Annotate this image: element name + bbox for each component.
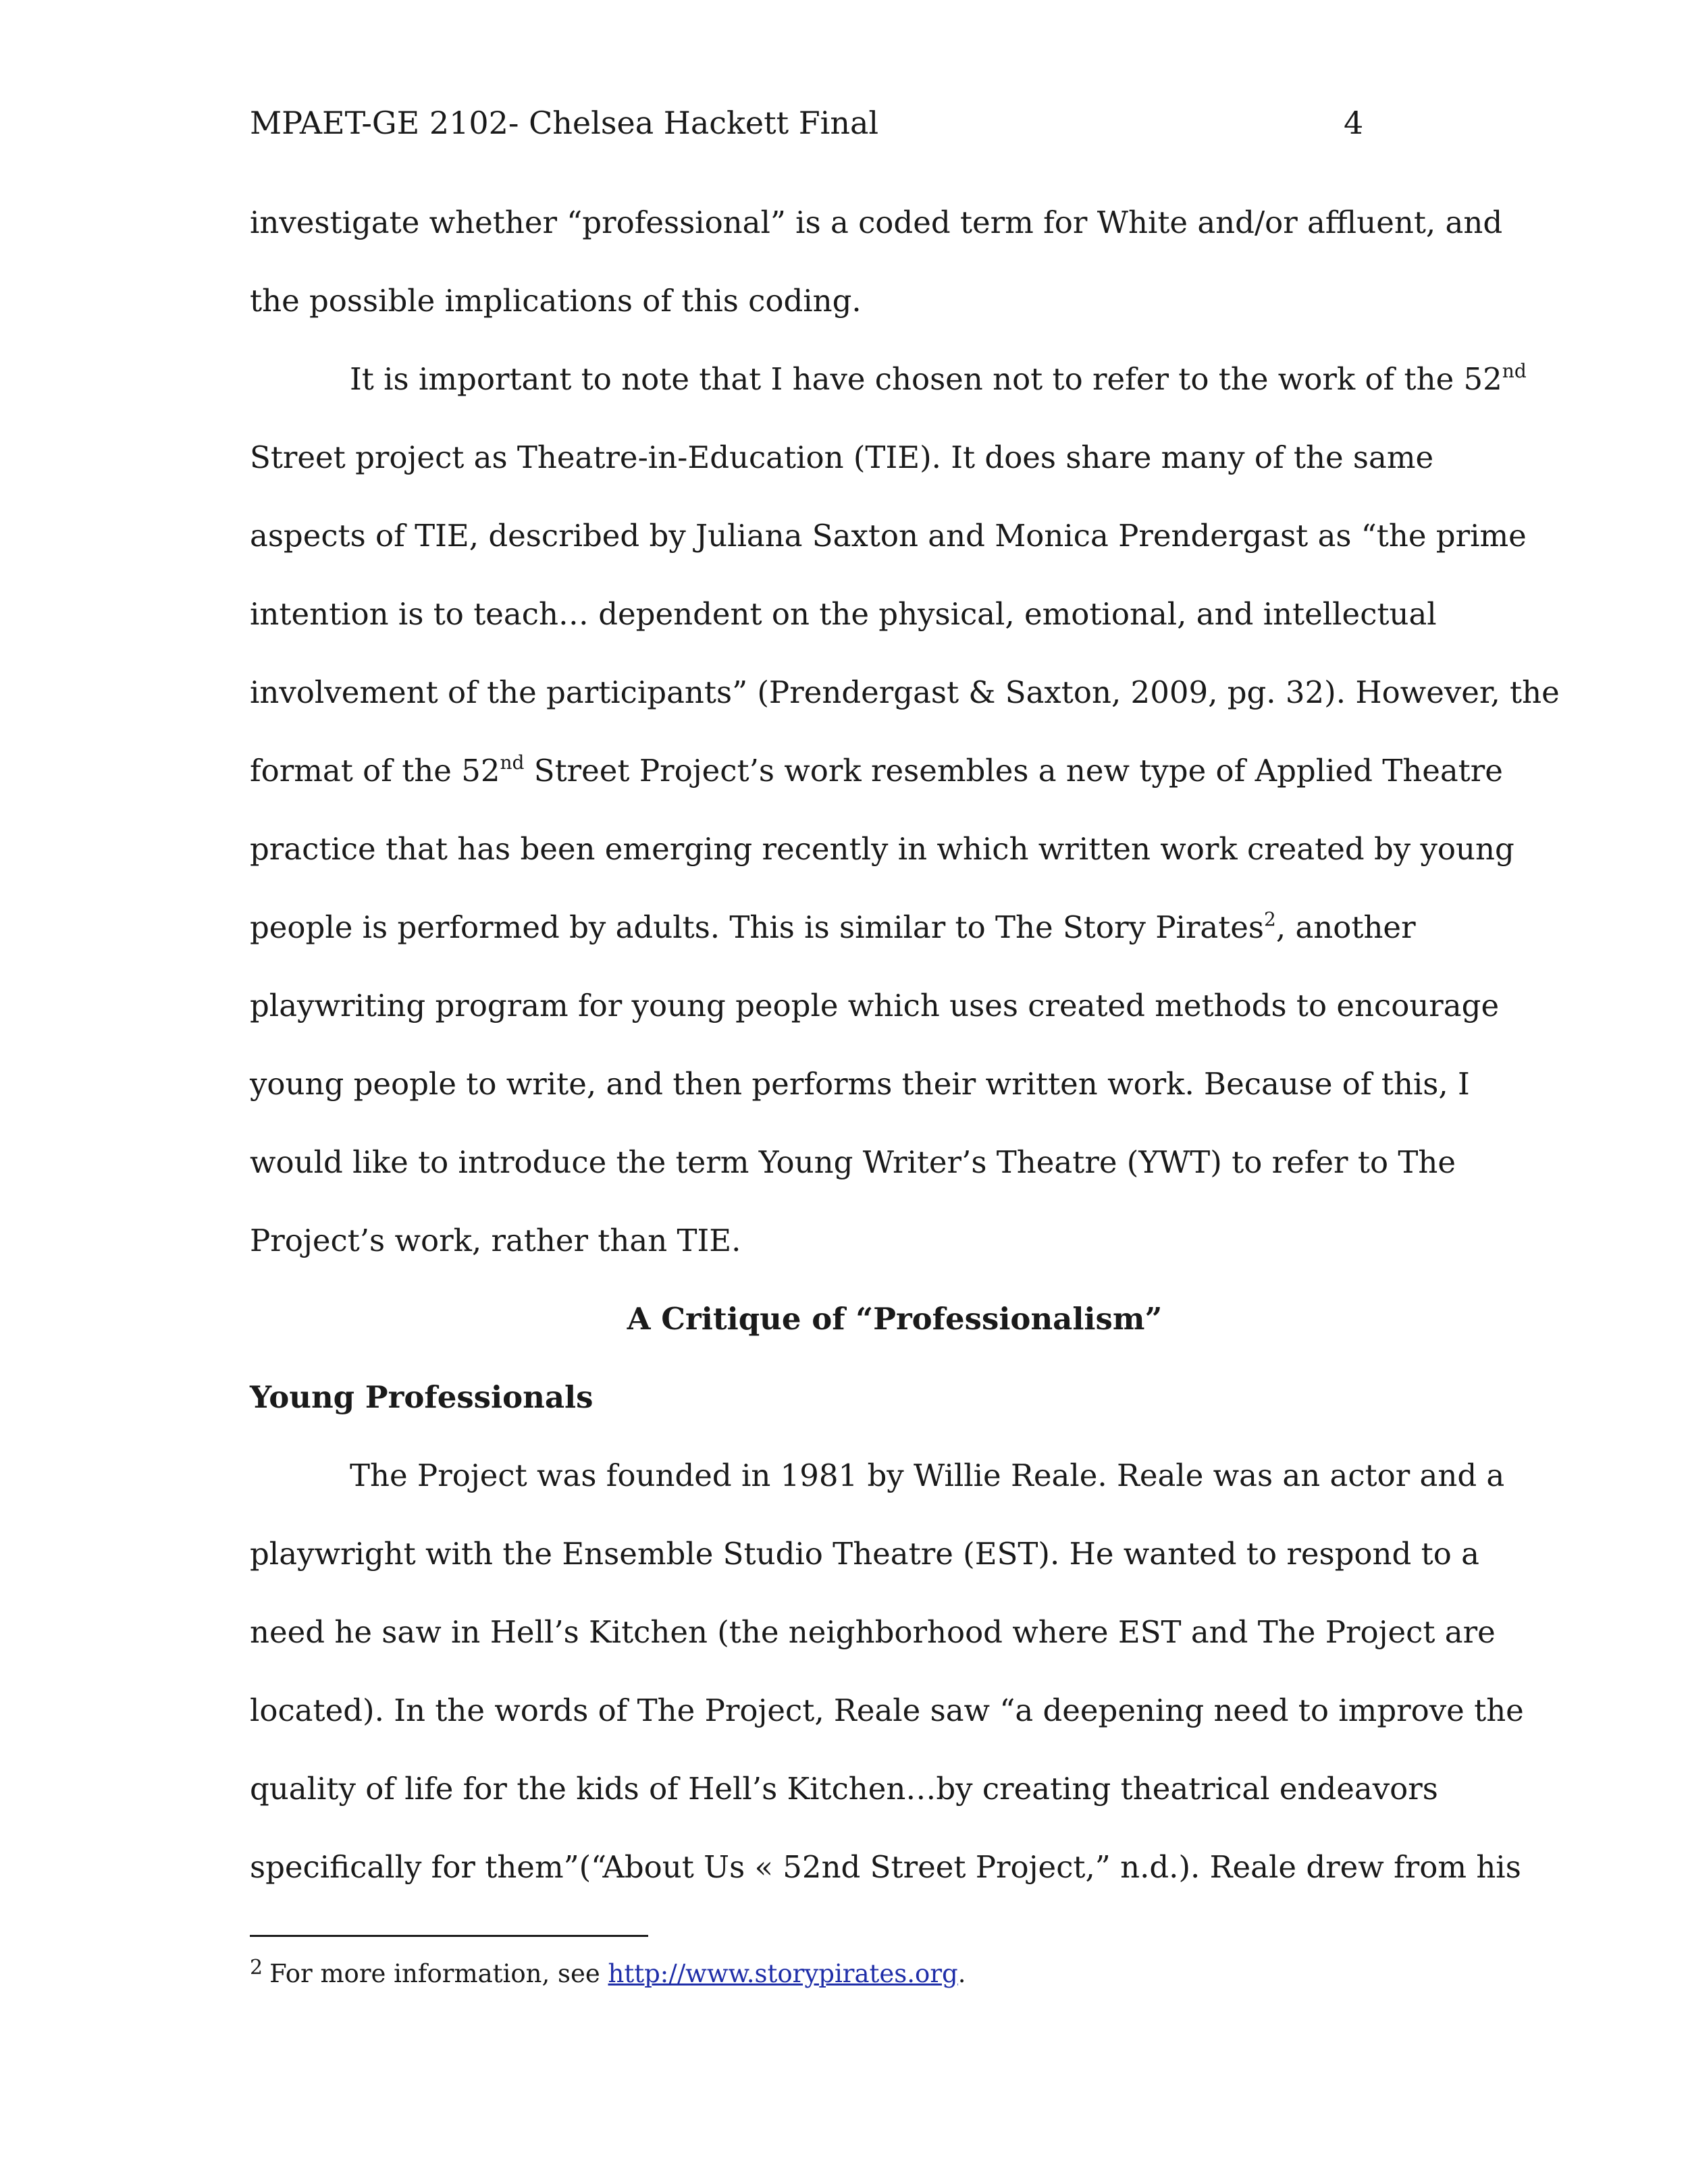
body-line: intention is to teach… dependent on the physical, emotional, and intellectual	[250, 596, 1437, 632]
body-line	[250, 748, 1503, 794]
body-text: people is performed by adults. This is similar to The Story Pirates	[250, 909, 1265, 945]
body-line: investigate whether “professional” is a coded term for White and/or affluent, and	[250, 205, 1503, 240]
superscript: nd	[500, 751, 525, 774]
body-line: young people to write, and then performs their written work. Because of this, I	[250, 1066, 1470, 1102]
body-line: Project’s work, rather than TIE.	[250, 1223, 741, 1258]
superscript: nd	[1502, 360, 1527, 382]
body-text: , another	[1275, 909, 1416, 945]
body-text: format of the 52	[250, 753, 500, 789]
footnote	[250, 1955, 966, 1995]
section-heading: A Critique of “Professionalism”	[627, 1301, 1163, 1337]
page-header-title: MPAET-GE 2102- Chelsea Hackett Final	[250, 105, 879, 141]
body-text: It is important to note that I have chosen not to refer to the work of the 52	[350, 361, 1502, 397]
footnote-end: .	[957, 1959, 966, 1988]
subheading: Young Professionals	[250, 1379, 594, 1415]
footnote-number: 2	[250, 1956, 263, 1979]
body-line: need he saw in Hell’s Kitchen (the neighborhood where EST and The Project are	[250, 1614, 1496, 1650]
body-line: aspects of TIE, described by Juliana Saxton and Monica Prendergast as “the prime	[250, 518, 1527, 554]
body-line: specifically for them”(“About Us « 52nd Street Project,” n.d.). Reale drew from his	[250, 1849, 1521, 1885]
body-line: located). In the words of The Project, Reale saw “a deepening need to improve the	[250, 1693, 1524, 1728]
footnote-separator	[250, 1935, 648, 1937]
page-number: 4	[1344, 105, 1364, 141]
body-line: involvement of the participants” (Prendergast & Saxton, 2009, pg. 32). However, the	[250, 674, 1560, 710]
body-line	[350, 356, 1527, 402]
body-line: would like to introduce the term Young Writer’s Theatre (YWT) to refer to The	[250, 1144, 1456, 1180]
body-line: Street project as Theatre-in-Education (TIE). It does share many of the same	[250, 440, 1434, 475]
body-line: playwright with the Ensemble Studio Theatre (EST). He wanted to respond to a	[250, 1536, 1479, 1572]
body-line: practice that has been emerging recently in which written work created by young	[250, 831, 1514, 867]
body-line: The Project was founded in 1981 by Willie Reale. Reale was an actor and a	[350, 1458, 1505, 1493]
body-line: quality of life for the kids of Hell’s Kitchen…by creating theatrical endeavors	[250, 1771, 1438, 1807]
footnote-text: For more information, see	[269, 1959, 608, 1988]
body-line: the possible implications of this coding.	[250, 283, 862, 319]
footnote-reference: 2	[1264, 908, 1276, 930]
body-line	[250, 905, 1416, 951]
body-line: playwriting program for young people which uses created methods to encourage	[250, 988, 1500, 1023]
footnote-link[interactable]: http://www.storypirates.org	[608, 1959, 958, 1988]
body-text: Street Project’s work resembles a new type of Applied Theatre	[524, 753, 1503, 789]
